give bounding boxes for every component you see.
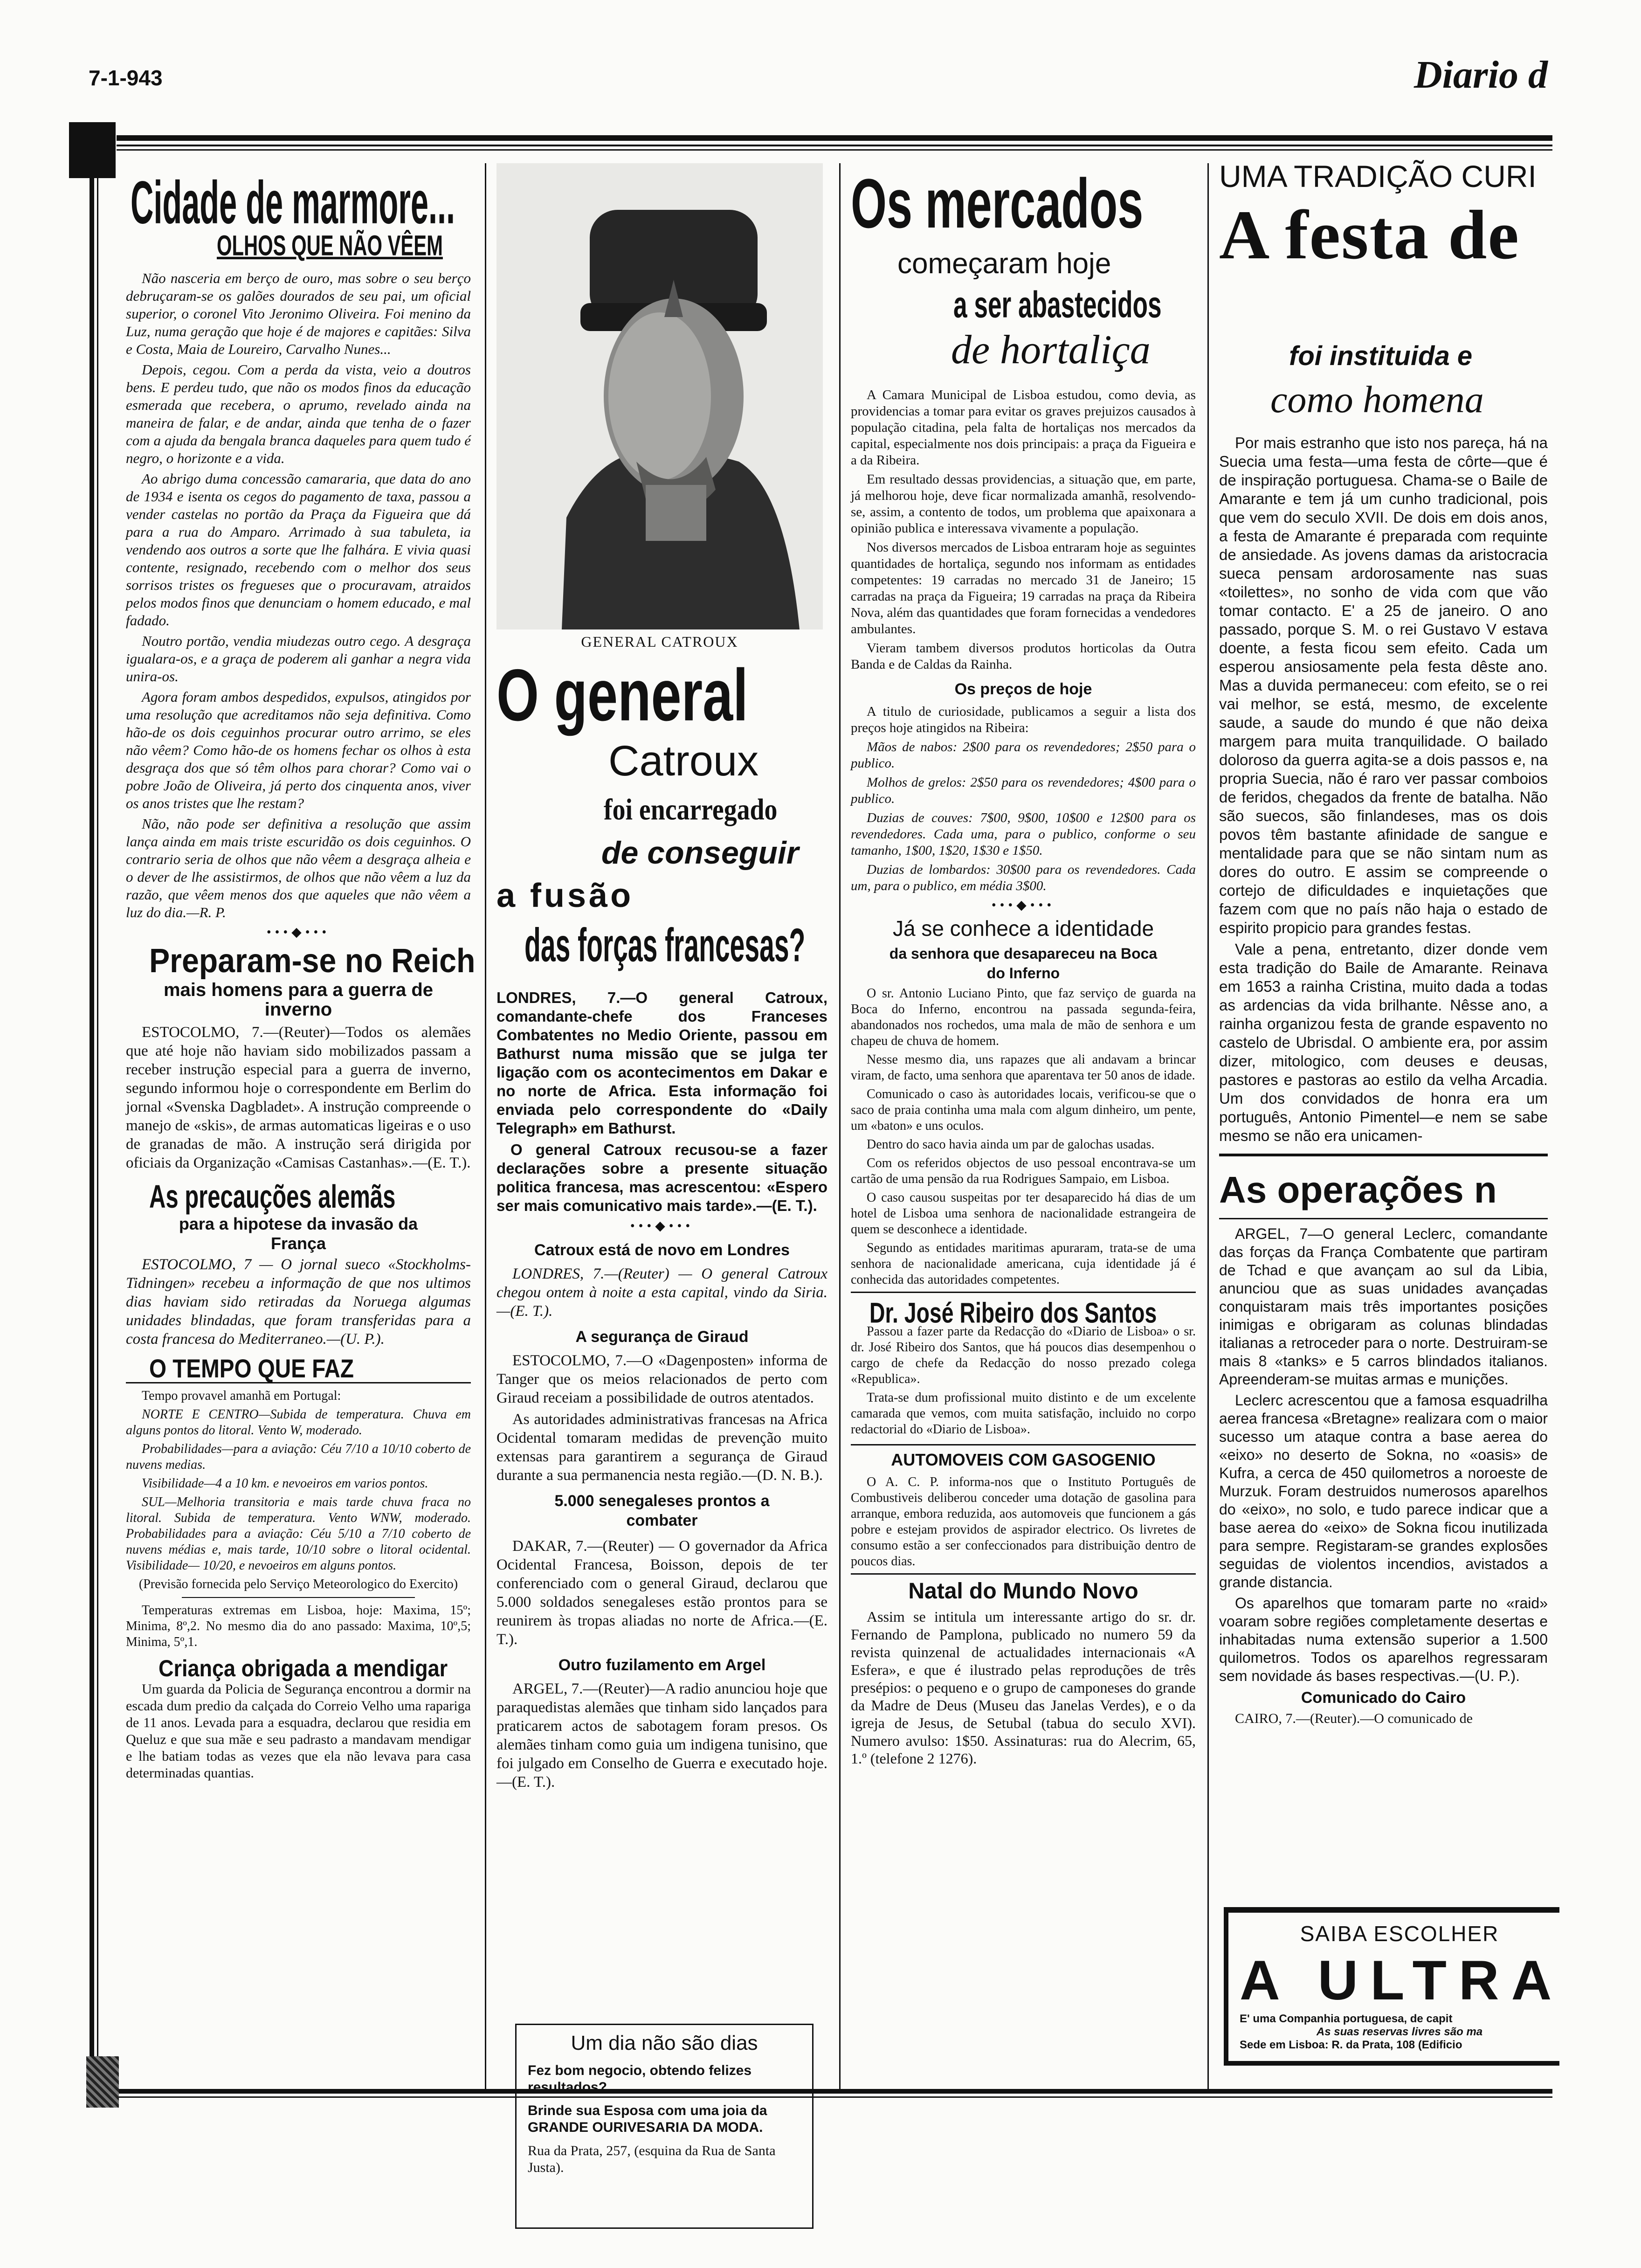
catroux-lead-2: O general Catroux recusou-se a fazer declarações sobre a presente situação politica francesa, mas acrescentou: «Espero ser mais comunicativo mais tarde».—(E. T.). [496,1141,827,1214]
kicker-tradicao: UMA TRADIÇÃO CURI [1219,159,1537,194]
headline-ribeiro: Dr. José Ribeiro dos Santos [869,1297,1157,1329]
subhead-precos: Os preços de hoje [954,680,1092,698]
ad-ultra-big: A ULTRA [1240,1949,1564,2012]
tempo-p2: NORTE E CENTRO—Subida de temperatura. Chuva em alguns pontos do litoral. Vento W, moderado. [126,1407,471,1438]
column-3 [851,163,1198,2080]
ad-ultra-line1: E' uma Companhia portuguesa, de capit [1240,2012,1453,2025]
subhead-comecaram: começaram hoje [897,248,1111,280]
left-vertical-rule-thin [97,177,98,2080]
corner-block [69,122,116,178]
headline-das-forcas: das forças francesas? [524,919,806,972]
cidade-paragraph-1: Não nasceria em berço de ouro, mas sobre o seu berço debruçaram-se os galões dourados de seu pai, um oficial superior, o coronel Vito Jeronimo Oliveira. Foi menino da Luz, numa geração que hoje é de majores e capitães: Silva e Costa, Maia de Loureiro, Carvalho Nunes... [126,270,471,357]
cidade-paragraph-4: Noutro portão, vendia miudezas outro cego. A desgraça igualara-os, e a graça de poderem ali ganhar a negra vida unira-os. [126,633,471,685]
headline-a-festa: A festa de [1219,196,1520,274]
reich-text: ESTOCOLMO, 7.—(Reuter)—Todos os alemães que até hoje não haviam sido mobilizados passam a receber instrução especial para a guerra de inverno, segundo informou hoje o correspondente em Berlim do jornal «Svenska Dagbladet». A instrução compreende o manejo de «skis», de armas automaticas ligeiras e o uso de granadas de mão. A instrução será dirigida por oficiais da Organização «Camisas Castanhas».—(E. T.). [126,1024,471,1171]
identidade-p7: Segundo as entidades maritimas apuraram, trata-se de uma senhora de nacionalidade americana, cuja identidade já é conhecida das autoridades competentes. [851,1241,1196,1287]
subhead-abastecidos: a ser abastecidos [953,284,1162,326]
headline-reich: Preparam-se no Reich [149,942,476,980]
subhead-cairo: Comunicado do Cairo [1301,1689,1466,1707]
mercados-p1: A Camara Municipal de Lisboa estudou, como devia, as providencias a tomar para evitar os graves prejuizos causados à população citadina, pela falta de hortaliças nos mercados da capital, especialmente nos dois principais: a praça da Figueira e a da Ribeira. [851,387,1196,468]
precos-p4: Duzias de couves: 7$00, 9$00, 10$00 e 12$00 para os revendedores. Cada uma, para o publico, conforme o seu tamanho, 1$00, 1$20, 1$30 e 1$50. [851,810,1196,858]
automoveis-text: O A. C. P. informa-nos que o Instituto Português de Combustiveis deliberou conceder uma dotação de gasolina para arranque, embora reduzida, aos automoveis que funcionem a gás pobre e estejam providos de aspirador electrico. Os livretes de consumo estão a ser confeccionados para distribuição dentro de poucos dias. [851,1475,1196,1569]
ad-question: Fez bom negocio, obtendo felizes resultados? [528,2063,752,2095]
page-date: 7-1-943 [89,66,163,90]
precos-p1: A titulo de curiosidade, publicamos a seguir a lista dos preços hoje atingidos na Ribeira: [851,704,1196,735]
catroux-photo [496,163,823,629]
crianca-text: Um guarda da Policia de Segurança encontrou a dormir na escada dum predio da calçada do Correio Velho uma rapariga de 11 anos. Levada para a esquadra, declarou que residia em Queluz e que sua mãe e seu padrasto a mandavam mendigar e lhe batiam todas as vezes que ela não levava para casa determinadas quantias. [126,1681,471,1781]
top-rule-thin2 [117,149,1552,151]
cidade-paragraph-2: Depois, cegou. Com a perda da vista, veio a doutros bens. E perdeu tudo, que não os modos finos da educação esmerada que recebera, o aprumo, revelado ainda na maneira de falar, e de andar, ainda que tenha de o fazer com a ajuda da bengala branca daqueles para quem tudo é negro, o horizonte e a vida. [126,361,471,466]
headline-os-mercados: Os mercados [851,164,1144,242]
photo-portrait-icon [496,163,823,629]
fuzilamento-text: ARGEL, 7.—(Reuter)—A radio anunciou hoje que paraquedistas alemães que tinham sido lançados para praticarem actos de sabotagem foram presos. Os alemães tinham como guia um indigena tunisino, que foi julgado em Conselho de Guerra e executado hoje.—(E. T.). [496,1680,827,1791]
headline-crianca: Criança obrigada a mendigar [159,1655,448,1681]
subhead-catroux-londres: Catroux está de novo em Londres [534,1241,790,1259]
headline-cidade: Cidade de marmore... [131,169,455,237]
ad-ultra-line2: As suas reservas livres são ma [1316,2026,1483,2038]
subhead-instituida: foi instituida e [1289,341,1473,371]
precos-p5: Duzias de lombardos: 30$00 para os revendedores. Cada um, para o publico, em média 3$00. [851,862,1196,893]
festa-p1: Por mais estranho que isto nos pareça, há na Suecia uma festa—uma festa de côrte—que é de inspiração portuguesa. Chama-se o Baile de Amarante e tem já um cunho tradicional, pois que vem do seculo XVII. De dois em dois anos, a festa de Amarante é preparada com requinte de ansiedade. As jovens damas da aristocracia sueca pensam ardorosamente nas suas «toilettes», no sonho de vida com que vão tomar contacto. E' a 25 de janeiro. O ano passado, porque S. M. o rei Gustavo V estava doente, a festa ficou sem efeito. Cada um esperou ansiosamente pela festa dêste ano. Mas a duvida permaneceu: com efeito, se o rei vai melhor, se está, mesmo, de excelente saude, a saude do mundo é que não deixa margem para muita tranquilidade. O bailado doloroso da guerra agita-se a dois passos e, na propria Suecia, não é raro ver passar comboios de feridos, chegados da frente de batalha. Não são suecos, são finlandeses, mas os dois povos têm bastante afinidade de sangue e mentalidade para que se não sintam num as dores do outro. E assim se compreende o cortejo de dificuldades e inquietações que fazem com que no país não haja o estado de espirito propicio para grandes festas. [1219,434,1548,936]
headline-tempo: O TEMPO QUE FAZ [149,1354,354,1383]
natal-text: Assim se intitula um interessante artigo do sr. dr. Fernando de Pamplona, publicado no numero 59 da revista quinzenal de actualidades internacionais «A Esfera», e que é ilustrado pelas reproduções de três presépios: o pequeno e o grupo de camponeses do grande da Madre de Deus (Museu das Janelas Verdes), e o da igreja de Jesus, de Setubal (tabua do seculo XVI). Numero avulso: 1$50. Assinaturas: rua do Alecrim, 65, 1.º (telefone 2 1276). [851,1608,1196,1767]
headline-operacoes: As operações n [1219,1169,1497,1210]
headline-automoveis: AUTOMOVEIS COM GASOGENIO [851,1444,1196,1470]
subhead-reich: mais homens para a guerra de inverno [163,980,433,1020]
precaucoes-text: ESTOCOLMO, 7 — O jornal sueco «Stockholms-Tidningen» recebeu a informação de que nos ultimos dias haviam sido retiradas da Noruega algumas unidades blindadas, que foram transferidas para a costa francesa do Mediterraneo.—(U. P.). [126,1256,471,1348]
subhead-hortalica: de hortaliça [951,327,1151,373]
tempo-p5: SUL—Melhoria transitoria e mais tarde chuva fraca no litoral. Subida de temperatura. Vento WNW, moderado. Probabilidades para a aviação: Céu 5/10 a 7/10 coberto de nuvens médias e, mais tarde, 10/10 sobre o litoral ocidental. Visibilidade— 10/20, e nevoeiros em alguns pontos. [126,1495,471,1573]
festa-p2: Vale a pena, entretanto, dizer donde vem esta tradição do Baile de Amarante. Reinava em 1653 a rainha Cristina, muito dada a todas as ardencias da vida brilhante. Nêsse ano, a rainha organizou festa de grande espavento no castelo de Ubrisdal. O ambiente era, por assim dizer, mitologico, com deuses e deusas, pastores e pastoras ao estilo da velha Arcadia. Um dos convidados de honra era um português, Antonio Pimentel—e nem se sabe mesmo se não era unicamen- [1219,940,1548,1144]
subhead-seguranca-giraud: A segurança de Giraud [575,1328,749,1346]
identidade-p5: Com os referidos objectos de uso pessoal encontrava-se um cartão de uma pensão da rua Rodrigues Sampaio, em Lisboa. [851,1156,1196,1186]
ornament-divider-3: •••◆••• [991,898,1055,913]
tempo-p7: Temperaturas extremas em Lisboa, hoje: Maxima, 15º; Minima, 8º,2. No mesmo dia do ano passado: Maxima, 10º,5; Minima, 5º,1. [126,1603,471,1649]
mercados-p4: Vieram tambem diversos produtos horticolas da Outra Banda e de Caldas da Rainha. [851,641,1196,672]
top-rule-thick [117,135,1552,141]
bottom-rule-thin [117,2096,1552,2098]
subhead-identidade: da senhora que desapareceu na Boca do Inferno [889,945,1158,982]
cidade-paragraph-6: Não, não pode ser definitiva a resolução que assim lança ainda em mais triste escuridão os dois ceguinhos. O contrario seria de olhos que não vêem a desgraça alheia e o dever de lhe assistirmos, de olhos que não vêem a luz da razão, que vêem menos dos que aqueles que não vêem a luz do dia.—R. P. [126,816,471,920]
subhead-fuzilamento: Outro fuzilamento em Argel [558,1656,766,1674]
cidade-paragraph-3: Ao abrigo duma concessão camararia, que data do ano de 1934 e isenta os cegos do pagamento de taxa, passou a vender castelas no portão da Praça da Figueira que dá para a rua do Amparo. Arrimado à sua tabuleta, ia vendendo aos outros a sorte que lhe falhára. E vivia quasi contente, resignado, recebendo com o melhor dos seus sorrisos tristes os fregueses que o procuravam, atraidos pelos modos finos que denunciam o homem educado, e mal fadado. [126,470,471,629]
ornament-divider-2: •••◆••• [630,1219,694,1233]
column-4 [1219,154,1564,2080]
tempo-p1: Tempo provavel amanhã em Portugal: [142,1389,341,1403]
cairo-text: CAIRO, 7.—(Reuter).—O comunicado de [1235,1711,1473,1726]
tempo-p6: (Previsão fornecida pelo Serviço Meteorologico do Exercito) [138,1577,458,1591]
senegaleses-text: DAKAR, 7.—(Reuter) — O governador da Africa Ocidental Francesa, Boisson, depois de ter conferenciado com o general Giraud, declarou que 5.000 soldados senegaleses estão prontos para se reunirem às tropas aliadas no norte de Africa.—(E. T.). [496,1538,827,1648]
headline-o-general: O general [496,654,748,736]
operacoes-p3: Os aparelhos que tomaram parte no «raid» voaram sobre regiões completamente desertas e inhabitadas numa extensão superior a 1.500 quilometros. Todos os aparelhos regressaram sem novidade ás bases respectivas.—(U. P.). [1219,1595,1548,1684]
newspaper-name: Diario d [1413,53,1548,97]
bottom-rule-thick [117,2089,1552,2094]
tempo-p3: Probabilidades—para a aviação: Céu 7/10 a 10/10 coberto de nuvens medias. [126,1442,471,1472]
subhead-olhos: OLHOS QUE NÃO VÊEM [217,230,443,262]
identidade-p1: O sr. Antonio Luciano Pinto, que faz serviço de guarda na Boca do Inferno, encontrou na passada segunda-feira, abandonados nos rochedos, uma mala de mão de senhora e um chapeu de chuva de homem. [851,986,1196,1048]
separator-col2-col3 [839,163,841,2089]
identidade-p3: Comunicado o caso às autoridades locais, verificou-se que o saco de praia continha uma mala com algum dinheiro, um pente, um «baton» e uns oculos. [851,1087,1196,1133]
headline-catroux: Catroux [608,737,759,785]
subhead-senegaleses: 5.000 senegaleses prontos a combater [554,1492,770,1529]
headline-foi-encarregado: foi encarregado [604,793,778,827]
identidade-p2: Nesse mesmo dia, uns rapazes que ali andavam a brincar viram, de facto, uma senhora que aparentava ter 50 anos de idade. [851,1052,1196,1083]
operacoes-p2: Leclerc acrescentou que a famosa esquadrilha aerea francesa «Bretagne» realizara com o maior sucesso um ataque contra a base aerea do «eixo» no deserto de Sokna, no «oasis» de Kufra, a cerca de 450 quilometros a noroeste de Murzuk. Foram destruidos numerosos aparelhos do «eixo», no solo, e tudo parece indicar que a base aerea do «eixo» de Sokna ficou inutilizada para sempre. Registaram-se grandes explosões seguidas de violentos incendios, avistados a grande distancia. [1219,1392,1548,1590]
headline-identidade: Já se conhece a identidade [892,916,1154,940]
mercados-p2: Em resultado dessas providencias, a situação que, em parte, já melhorou hoje, deve ficar normalizada amanhã, resolvendo-se, assim, a contento de todos, um problema que apaixonara a opinião publica e interessava vivamente a população. [851,472,1196,536]
ribeiro-p2: Trata-se dum profissional muito distinto e de um excelente camarada que vemos, com muita satisfação, incluido no corpo redactorial do «Diario de Lisboa». [851,1390,1196,1437]
corner-block-bottom [86,2056,119,2108]
headline-a-fusao: a fusão [496,877,634,914]
ad-ultra [1224,1907,1564,2066]
mercados-p3: Nos diversos mercados de Lisboa entraram hoje as seguintes quantidades de hortaliça, segundo nos informam as entidades competentes: 19 carradas no mercado 31 de Janeiro; 15 carradas na praça da Figueira; 19 carradas na praça da Ribeira Nova, além das quantidades que foram fornecidas a vendedores ambulantes. [851,540,1196,636]
ad-body: Brinde sua Esposa com uma joia da GRANDE OURIVESARIA DA MODA. [528,2103,767,2135]
giraud-text-2: As autoridades administrativas francesas na Africa Ocidental tomaram medidas de prevenção muito extensas para garantirem a segurança de Giraud durante a sua permanencia nesta região.—(D. N. B.). [496,1411,827,1484]
ad-ourivesaria [515,2024,814,2229]
headline-natal: Natal do Mundo Novo [908,1579,1138,1604]
subhead-precaucoes: para a hipotese da invasão da França [179,1214,418,1253]
column-2 [496,163,830,2175]
ad-address: Rua da Prata, 257, (esquina da Rua de Santa Justa). [528,2143,776,2175]
ad-ultra-line3: Sede em Lisboa: R. da Prata, 108 (Edificio [1240,2039,1462,2051]
photo-caption: GENERAL CATROUX [581,633,738,650]
identidade-p6: O caso causou suspeitas por ter desaparecido há dias de um hotel de Lisboa uma senhora de nacionalidade estrangeira de quem se desconhece a identidade. [851,1190,1196,1237]
separator-col3-col4 [1207,163,1209,2089]
cidade-paragraph-5: Agora foram ambos despedidos, expulsos, atingidos por uma resolução que acreditamos não seja definitiva. Como hão-de os dois ceguinhos procurar outro arrimo, se eles não vêem? Como hão-de os homens fechar os olhos à esta desgraça dos que só têm olhos para chorar? Como vai o pobre João de Oliveira, já perto dos cinquenta anos, viver os anos tristes que lhe restam? [126,689,471,811]
column-1 [126,163,476,2080]
ribeiro-p1: Passou a fazer parte da Redacção do «Diario de Lisboa» o sr. dr. José Ribeiro dos Santos, que há poucos dias desempenhou o cargo de chefe da Redacção do nosso prezado colega «Republica». [851,1324,1196,1386]
catroux-lead: LONDRES, 7.—O general Catroux, comandante-chefe dos Franceses Combatentes no Medio Oriente, passou em Bathurst numa missão que se julga ter ligação com os acontecimentos em Dakar e no norte de Africa. Esta informação foi enviada pelo correspondente do «Daily Telegraph» em Bathurst. [496,989,827,1137]
ad-ultra-top: SAIBA ESCOLHER [1300,1922,1499,1946]
subhead-homena: como homena [1270,378,1484,421]
headline-de-conseguir: de conseguir [601,835,799,871]
operacoes-p1: ARGEL, 7—O general Leclerc, comandante das forças da França Combatente que partiram de Tchad e que avançam ao sul da Libia, anunciou que as suas unidades avançadas conquistaram mais três importantes posições inimigas e obrigaram as colunas blindadas italianas a retroceder para o norte. Destruiram-se mais 8 «tanks» e 5 carros blindados italianos. Apreenderam-se muitas armas e munições. [1219,1225,1548,1388]
ornament-divider: •••◆••• [266,925,331,940]
tempo-p4: Visibilidade—4 a 10 km. e nevoeiros em varios pontos. [142,1476,428,1491]
catroux-londres-text: LONDRES, 7.—(Reuter) — O general Catroux chegou ontem à noite a esta capital, vindo da Siria.—(E. T.). [496,1265,827,1320]
giraud-text: ESTOCOLMO, 7.—O «Dagenposten» informa de Tanger que os meios relacionados de perto com Giraud receiam a possibilidade de outros atentados. [496,1352,827,1406]
identidade-p4: Dentro do saco havia ainda um par de galochas usadas. [867,1137,1155,1152]
headline-precaucoes: As precauções alemãs [149,1178,396,1215]
top-rule-thin [117,145,1552,146]
precos-p3: Molhos de grelos: 2$50 para os revendedores; 4$00 para o publico. [851,775,1196,806]
precos-p2: Mãos de nabos: 2$00 para os revendedores; 2$50 para o publico. [851,740,1196,771]
left-vertical-rule [90,177,94,2080]
separator-col1-col2 [485,163,486,2089]
ad-title: Um dia não são dias [571,2032,758,2054]
